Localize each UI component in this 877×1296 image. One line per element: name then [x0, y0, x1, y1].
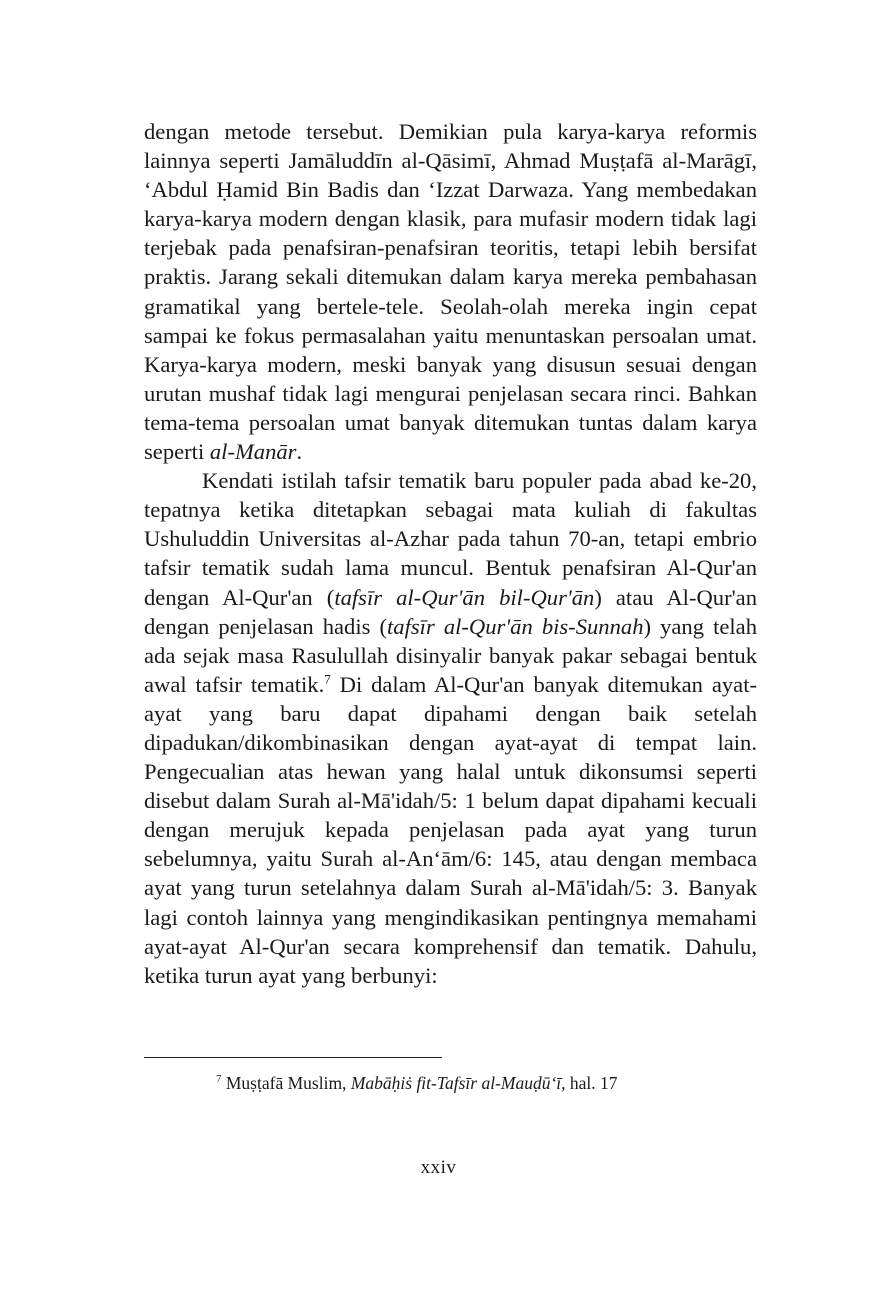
term-tafsir-bis-sunnah: tafsīr al-Qur'ān bis-Sunnah: [387, 613, 644, 639]
footnote-divider: [144, 1057, 442, 1058]
footnote: [144, 1072, 757, 1094]
paragraph-1-end: .: [296, 439, 303, 465]
book-title-al-manar: al-Manār: [209, 439, 297, 465]
paragraph-1: [144, 117, 757, 466]
paragraph-2-segment-1: Kendati istilah tafsir tematik baru populer pada abad ke-20, tepatnya ketika ditetapkan sebagai mata kuliah di fakultas Ushuluddin Universitas al-Azhar pada tahun 70-an, tetapi embrio tafsir tematik sudah lama muncul. Bentuk penafsiran Al-Qur'an dengan Al-Qur'an (: [144, 468, 757, 610]
paragraph-1-text: dengan metode tersebut. Demikian pula karya-karya reformis lainnya seperti Jamāluddīn al-Qāsimī, Ahmad Muṣṭafā al-Marāgī, ‘Abdul Ḥamid Bin Badis dan ‘Izzat Darwaza. Yang membedakan karya-karya modern dengan klasik, para mufasir modern tidak lagi terjebak pada penafsiran-penafsiran teoritis, tetapi lebih bersifat praktis. Jarang sekali ditemukan dalam karya mereka pembahasan gramatikal yang bertele-tele. Seolah-olah mereka ingin cepat sampai ke fokus permasalahan yaitu menuntaskan persoalan umat. Karya-karya modern, meski banyak yang disusun sesuai dengan urutan mushaf tidak lagi mengurai penjelasan secara rinci. Bahkan tema-tema persoalan umat banyak ditemukan tuntas dalam karya seperti: [144, 119, 757, 465]
paragraph-2: [144, 466, 757, 990]
paragraph-2-segment-3: ) yang telah ada sejak masa Rasulullah disinyalir banyak pakar sebagai bentuk awal tafsir tematik.: [144, 613, 757, 697]
paragraph-2-segment-2: ) atau Al-Qur'an dengan penjelasan hadis (: [144, 584, 758, 639]
footnote-title: Mabāḥiṡ fit-Tafsīr al-Mauḍū‘ī,: [350, 1073, 566, 1093]
footnote-number: 7: [216, 1073, 222, 1086]
page-number: xxiv: [420, 1157, 457, 1178]
body-text: [144, 117, 757, 990]
footnote-page: hal. 17: [565, 1073, 618, 1093]
term-tafsir-bil-quran: tafsīr al-Qur'ān bil-Qur'ān: [334, 584, 595, 610]
footnote-author: Muṣṭafā Muslim,: [221, 1073, 351, 1093]
footnote-reference[interactable]: 7: [324, 671, 331, 687]
paragraph-2-segment-4: Di dalam Al-Qur'an banyak ditemukan ayat-ayat yang baru dapat dipahami dengan baik setelah dipadukan/dikombinasikan dengan ayat-ayat di tempat lain. Pengecualian atas hewan yang halal untuk dikonsumsi seperti disebut dalam Surah al-Mā'idah/5: 1 belum dapat dipahami kecuali dengan merujuk kepada penjelasan pada ayat yang turun sebelumnya, yaitu Surah al-An‘ām/6: 145, atau dengan membaca ayat yang turun setelahnya dalam Surah al-Mā'idah/5: 3. Banyak lagi contoh lainnya yang mengindikasikan pentingnya memahami ayat-ayat Al-Qur'an secara komprehensif dan tematik. Dahulu, ketika turun ayat yang berbunyi:: [144, 671, 757, 988]
